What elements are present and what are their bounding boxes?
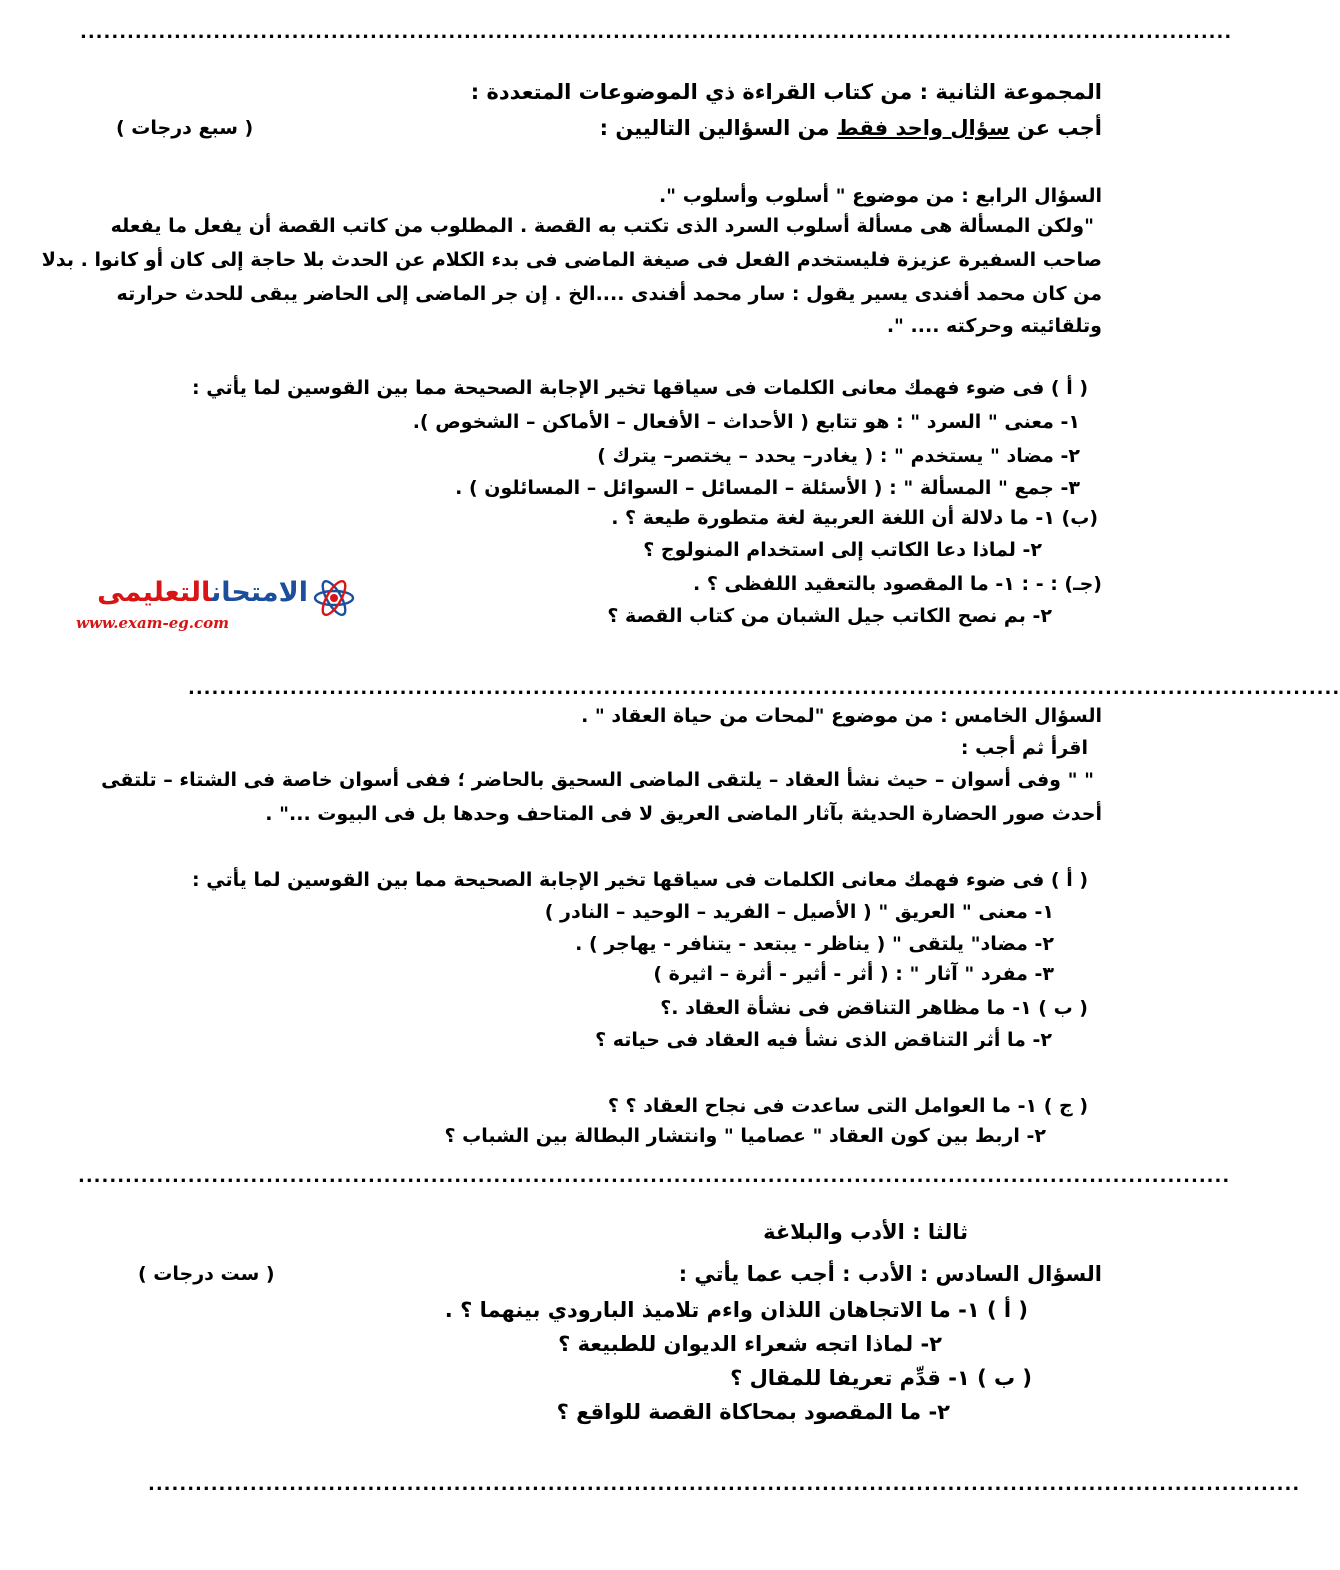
- q4-passage-line4: وتلقائيته وحركته .... ".: [886, 315, 1102, 337]
- q4-passage-line3: من كان محمد أفندى يسير يقول : سار محمد أفندى ....الخ . إن جر الماضى إلى الحاضر يبقى للحدث حرارته: [116, 283, 1102, 305]
- q6-b1: ( ب ) ١- قدِّم تعريفا للمقال ؟: [730, 1366, 1032, 1390]
- logo-word-1: الامتحان: [211, 577, 308, 608]
- q4-a-item2: ٢- مضاد " يستخدم " : ( يغادر– يحدد – يختصر– يترك ): [597, 445, 1080, 467]
- q6-marks: ( ست درجات ): [138, 1263, 275, 1285]
- q5-c1: ( ج ) ١- ما العوامل التى ساعدت فى نجاح العقاد ؟ ؟: [607, 1095, 1088, 1117]
- q4-a-item3: ٣- جمع " المسألة " : ( الأسئلة – المسائل – السوائل – المسائلون ) .: [455, 477, 1080, 499]
- group2-instruction: [600, 114, 1102, 142]
- q4-passage-line1: "ولكن المسألة هى مسألة أسلوب السرد الذى تكتب به القصة . المطلوب من كاتب القصة أن يفعل ما يفعله: [110, 215, 1094, 237]
- q4-c2: ٢- بم نصح الكاتب جيل الشبان من كتاب القصة ؟: [607, 605, 1052, 627]
- group2-marks: ( سبع درجات ): [116, 117, 254, 139]
- atom-icon: [312, 576, 356, 620]
- site-logo: [72, 574, 362, 640]
- logo-url: www.exam-eg.com: [76, 614, 230, 632]
- separator-top: ...................................................................................................................................................: [80, 22, 1233, 43]
- logo-wordmark: [72, 576, 308, 610]
- q6-a2: ٢- لماذا اتجه شعراء الديوان للطبيعة ؟: [558, 1332, 942, 1356]
- separator-2: ...................................................................................................................................................: [188, 678, 1340, 699]
- q5-a-item2: ٢- مضاد" يلتقى " ( يناظر - يبتعد - يتنافر - يهاجر ) .: [575, 933, 1054, 955]
- instruction-underlined: سؤال واحد فقط: [836, 116, 1010, 140]
- q5-b2: ٢- ما أثر التناقض الذى نشأ فيه العقاد فى حياته ؟: [595, 1029, 1052, 1051]
- q4-b2: ٢- لماذا دعا الكاتب إلى استخدام المنولوج ؟: [643, 539, 1042, 561]
- group2-title: المجموعة الثانية : من كتاب القراءة ذي الموضوعات المتعددة :: [470, 80, 1102, 104]
- q4-b1: (ب) ١- ما دلالة أن اللغة العربية لغة متطورة طيعة ؟ .: [611, 507, 1098, 529]
- q4-heading: السؤال الرابع : من موضوع " أسلوب وأسلوب ".: [658, 185, 1102, 207]
- q5-c2: ٢- اربط بين كون العقاد " عصاميا " وانتشار البطالة بين الشباب ؟: [444, 1125, 1046, 1147]
- instruction-pre: أجب عن: [1009, 116, 1102, 140]
- q6-a1: ( أ ) ١- ما الاتجاهان اللذان واءم تلاميذ البارودي بينهما ؟ .: [444, 1298, 1028, 1322]
- q4-c1: (جـ) : - : ١- ما المقصود بالتعقيد اللفظى ؟ .: [693, 573, 1102, 595]
- q4-passage-line2: صاحب السفيرة عزيزة فليستخدم الفعل فى صيغة الماضى فى بدء الكلام عن الحدث بلا حاجة إلى كان أو كانوا . بدلا: [41, 249, 1102, 271]
- q6-b2: ٢- ما المقصود بمحاكاة القصة للواقع ؟: [556, 1400, 950, 1424]
- q5-b1: ( ب ) ١- ما مظاهر التناقض فى نشأة العقاد .؟: [660, 997, 1088, 1019]
- section3-title: ثالثا : الأدب والبلاغة: [763, 1220, 968, 1244]
- q5-read: اقرأ ثم أجب :: [960, 737, 1088, 759]
- q5-heading: السؤال الخامس : من موضوع "لمحات من حياة العقاد " .: [581, 705, 1102, 727]
- q6-heading: السؤال السادس : الأدب : أجب عما يأتي :: [678, 1262, 1102, 1286]
- separator-3: ...................................................................................................................................................: [78, 1166, 1231, 1187]
- instruction-post: من السؤالين التاليين :: [599, 116, 837, 140]
- logo-word-2: التعليمى: [97, 577, 212, 608]
- q5-a-item1: ١- معنى " العريق " ( الأصيل – الفريد – الوحيد – النادر ): [544, 901, 1054, 923]
- q5-passage-line2: أحدث صور الحضارة الحديثة بآثار الماضى العريق لا فى المتاحف وحدها بل فى البيوت ..." .: [265, 803, 1102, 825]
- q5-passage-line1: " " وفى أسوان – حيث نشأ العقاد – يلتقى الماضى السحيق بالحاضر ؛ ففى أسوان خاصة فى الشتاء – تلتقى: [101, 769, 1094, 791]
- q5-a-item3: ٣- مفرد " آثار " : ( أثر - أثير - أثرة – اثيرة ): [653, 963, 1054, 985]
- q5-a-intro: ( أ ) فى ضوء فهمك معانى الكلمات فى سياقها تخير الإجابة الصحيحة مما بين القوسين لما يأتي :: [192, 869, 1088, 891]
- q4-a-item1: ١- معنى " السرد " : هو تتابع ( الأحداث – الأفعال – الأماكن – الشخوص ).: [412, 411, 1080, 433]
- q4-a-intro: ( أ ) فى ضوء فهمك معانى الكلمات فى سياقها تخير الإجابة الصحيحة مما بين القوسين لما يأتي :: [192, 377, 1088, 399]
- separator-bottom: ...................................................................................................................................................: [148, 1474, 1301, 1495]
